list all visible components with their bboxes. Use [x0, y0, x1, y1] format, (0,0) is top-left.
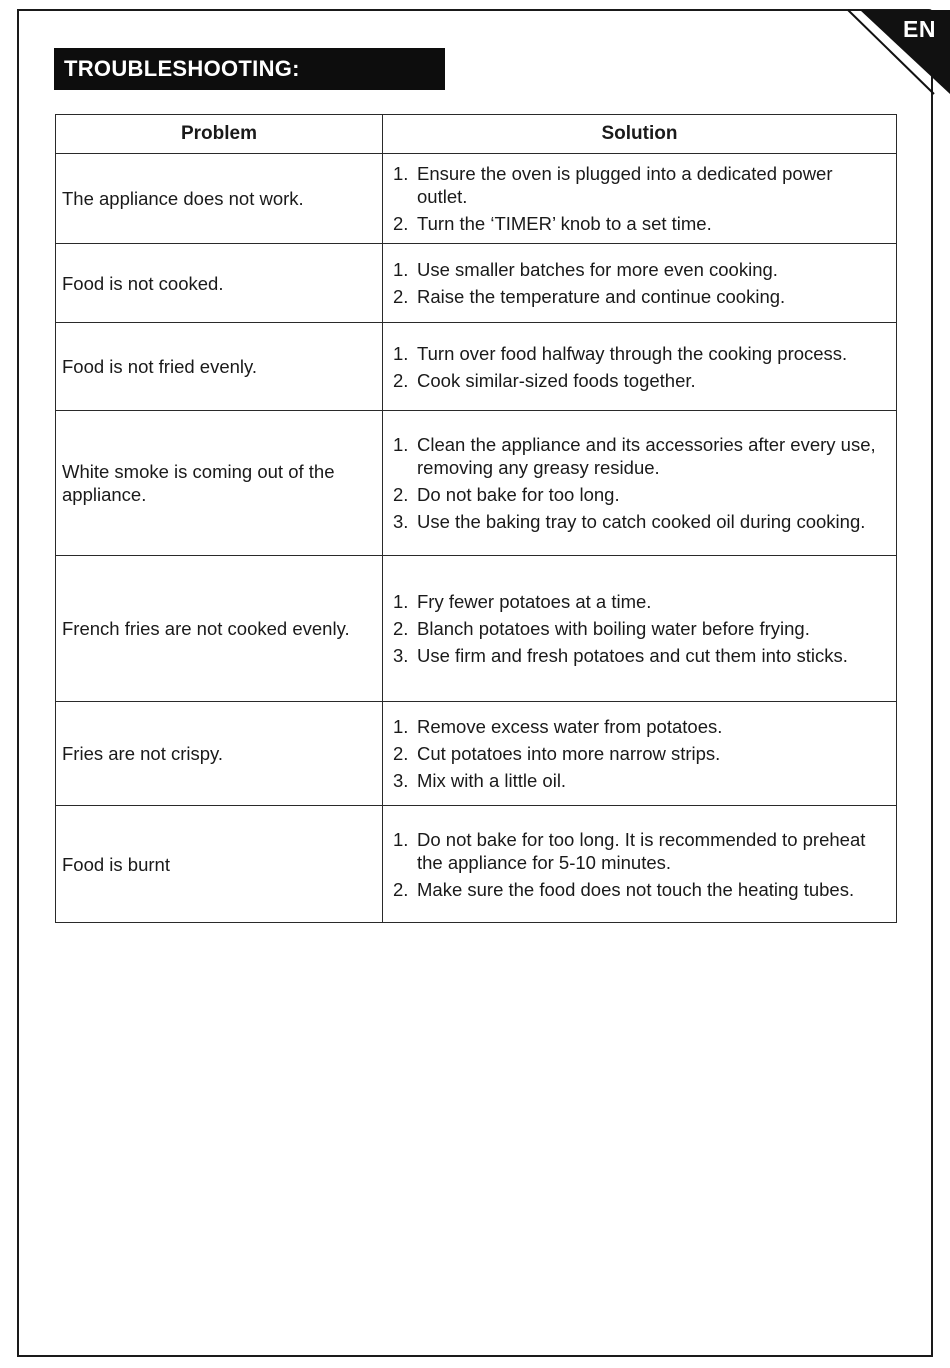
step-number: 1.: [393, 434, 409, 455]
table-row: [56, 323, 897, 411]
table-row: [56, 154, 897, 244]
solution-step: [393, 644, 886, 667]
solution-steps-list: [393, 258, 886, 308]
solution-step: [393, 212, 886, 235]
solution-cell: [383, 154, 897, 244]
step-number: 1.: [393, 828, 409, 850]
step-text: Ensure the oven is plugged into a dedicated power outlet.: [417, 163, 833, 207]
table-header-row: [56, 115, 897, 154]
language-corner-tab: [830, 0, 950, 100]
solution-step: [393, 617, 886, 640]
step-text: Do not bake for too long. It is recommended to preheat the appliance for 5-10 minutes.: [417, 828, 866, 873]
step-text: Blanch potatoes with boiling water before frying.: [417, 618, 810, 639]
step-number: 3.: [393, 645, 409, 666]
step-text: Fry fewer potatoes at a time.: [417, 591, 652, 612]
step-text: Raise the temperature and continue cooking.: [417, 286, 786, 307]
table-row: [56, 411, 897, 556]
step-text: Cook similar-sized foods together.: [417, 369, 696, 391]
solution-steps-list: [393, 590, 886, 667]
section-title: TROUBLESHOOTING:: [54, 48, 445, 90]
step-text: Do not bake for too long.: [417, 484, 620, 505]
problem-cell: French fries are not cooked evenly.: [56, 556, 383, 702]
solution-step: [393, 433, 886, 479]
solution-steps-list: [393, 342, 886, 392]
solution-step: [393, 285, 886, 308]
solution-step: [393, 342, 886, 365]
step-text: Use smaller batches for more even cooking.: [417, 259, 778, 280]
solution-step: [393, 483, 886, 506]
problem-cell: Food is not fried evenly.: [56, 323, 383, 411]
solution-cell: [383, 806, 897, 923]
problem-cell: Food is burnt: [56, 806, 383, 923]
step-number: 3.: [393, 511, 409, 532]
step-number: 2.: [393, 618, 409, 639]
solution-steps-list: [393, 162, 886, 235]
solution-step: [393, 715, 886, 738]
solution-cell: [383, 244, 897, 323]
step-number: 1.: [393, 591, 409, 612]
problem-cell: Food is not cooked.: [56, 244, 383, 323]
solution-cell: [383, 702, 897, 806]
solution-step: [393, 742, 886, 765]
corner-triangle-icon: [830, 0, 950, 100]
solution-column-header: Solution: [383, 115, 897, 154]
solution-step: [393, 510, 886, 533]
step-number: 2.: [393, 369, 409, 391]
step-number: 2.: [393, 213, 409, 234]
solution-step: [393, 369, 886, 392]
step-number: 2.: [393, 743, 409, 764]
step-text: Remove excess water from potatoes.: [417, 716, 723, 737]
table-row: [56, 244, 897, 323]
step-text: Use the baking tray to catch cooked oil during cooking.: [417, 511, 866, 532]
language-label: EN: [903, 16, 936, 42]
step-number: 2.: [393, 878, 409, 900]
table-body: [56, 154, 897, 923]
solution-step: [393, 162, 886, 208]
step-text: Turn over food halfway through the cooking process.: [417, 342, 848, 364]
solution-step: [393, 878, 886, 901]
problem-cell: The appliance does not work.: [56, 154, 383, 244]
step-number: 1.: [393, 342, 409, 364]
troubleshooting-table: [55, 114, 897, 923]
solution-cell: [383, 411, 897, 556]
solution-steps-list: [393, 433, 886, 533]
solution-step: [393, 258, 886, 281]
problem-cell: White smoke is coming out of the appliance.: [56, 411, 383, 556]
step-text: Use firm and fresh potatoes and cut them into sticks.: [417, 645, 848, 666]
solution-cell: [383, 323, 897, 411]
step-text: Turn the ‘TIMER’ knob to a set time.: [417, 213, 712, 234]
step-number: 3.: [393, 770, 409, 791]
step-number: 2.: [393, 286, 409, 307]
solution-steps-list: [393, 715, 886, 792]
solution-cell: [383, 556, 897, 702]
step-number: 2.: [393, 484, 409, 505]
solution-steps-list: [393, 828, 886, 901]
step-text: Make sure the food does not touch the heating tubes.: [417, 878, 855, 900]
solution-step: [393, 828, 886, 874]
step-text: Mix with a little oil.: [417, 770, 567, 791]
step-text: Cut potatoes into more narrow strips.: [417, 743, 721, 764]
table-row: [56, 806, 897, 923]
problem-column-header: Problem: [56, 115, 383, 154]
step-number: 1.: [393, 716, 409, 737]
solution-step: [393, 590, 886, 613]
table-row: [56, 556, 897, 702]
step-number: 1.: [393, 259, 409, 280]
solution-step: [393, 769, 886, 792]
step-number: 1.: [393, 163, 409, 184]
problem-cell: Fries are not crispy.: [56, 702, 383, 806]
table-row: [56, 702, 897, 806]
step-text: Clean the appliance and its accessories after every use, removing any greasy residue.: [417, 434, 876, 478]
